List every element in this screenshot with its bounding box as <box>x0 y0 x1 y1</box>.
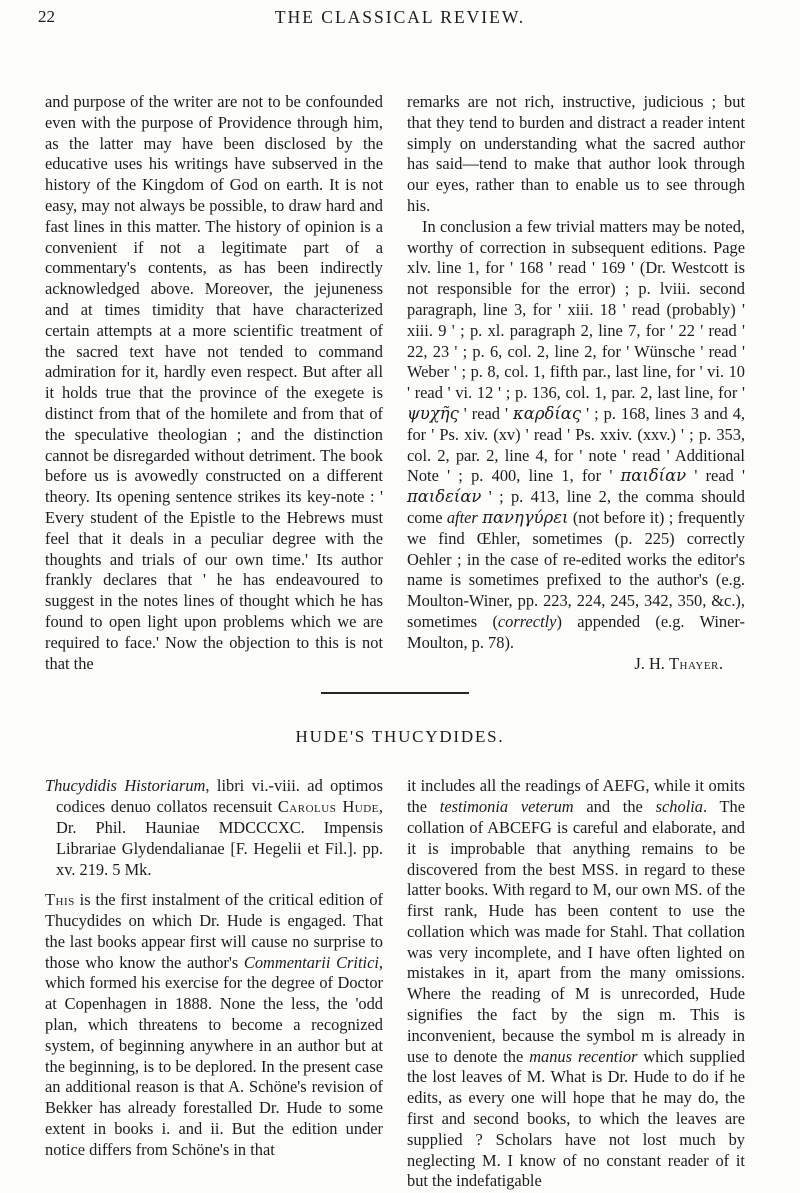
body-paragraph: it includes all the readings of AEFG, while it omits the testimonia veterum and the scholia. The collation of ABCEFG is careful and elaborate, and it is improbable that anything remains to be discovered from the best MSS. in regard to these latter books. With regard to M, our own MS. of the first rank, Hude has been content to use the collation which was made for Stahl. That collation was very incomplete, and I have often lighted on mistakes in it, apart from the many omissions. Where the reading of M is unrecorded, Hude signifies the fact by the sign m. This is inconvenient, because the symbol m is already in use to denote the manus recentior which supplied the lost leaves of M. What is Dr. Hude to do if he edits, as every one will hope that he may do, the first and second books, to which the leaves are supplied ? Scholars have not lost much by neglecting M. I know of no constant reader of it but the indefatigable <box>407 776 745 1191</box>
page-number: 22 <box>38 7 55 26</box>
bibliographic-citation: Thucydidis Historiarum, libri vi.-viii. ad optimos codices denuo collatos recensuit Carolus Hude, Dr. Phil. Hauniae MDCCCXC. Impensis Librariae Glydendalianae [F. Hegelii et Fil.]. pp. xv. 219. 5 Mk. <box>45 776 383 879</box>
article1-right-column <box>407 92 745 674</box>
article2-right-column <box>407 776 745 1192</box>
page-header <box>0 7 800 31</box>
body-paragraph: and purpose of the writer are not to be confounded even with the purpose of Providence through him, as the latter may have been disclosed by the educative uses his writings have subserved in the history of the Kingdom of God on earth. It is not easy, may not always be possible, to draw hard and fast lines in this matter. The history of opinion is a convenient if not a legitimate part of a commentary's contents, as has been indirectly acknowledged above. Moreover, the jejuneness and at times timidity that have characterized certain attempts at a more scientific treatment of the sacred text have not tended to command admiration for it, hardly even respect. But after all it holds true that the province of the exegete is distinct from that of the homilete and from that of the speculative theologian ; and the distinction cannot be disregarded without detriment. The book before us is avowedly constructed on a different theory. Its opening sentence strikes its key-note : ' Every student of the Epistle to the Hebrews must feel that it deals in a peculiar degree with the thoughts and trials of our own time.' Its author frankly declares that ' he has endeavoured to suggest in the notes lines of thought which he has found to open light upon problems which we are required to face.' Now the objection to this is not that the <box>45 92 383 673</box>
journal-title: THE CLASSICAL REVIEW. <box>274 7 526 27</box>
body-paragraph: remarks are not rich, instructive, judicious ; but that they tend to burden and distract a reader intent simply on understanding what the sacred author has said—tend to make that author look through our eyes, rather than to enable us to see through his. <box>407 92 745 215</box>
article-title: HUDE'S THUCYDIDES. <box>295 727 505 747</box>
article2-left-column <box>45 776 383 1192</box>
article-thayer-review <box>0 92 800 674</box>
body-paragraph: This is the first instalment of the critical edition of Thucydides on which Dr. Hude is engaged. That the last books appear first will cause no surprise to those who know the author's Commentarii Critici, which formed his exercise for the degree of Doctor at Copenhagen in 1888. None the less, the 'odd plan, which threatens to become a recognized system, of beginning anywhere in an author but at the beginning, is to be deplored. In the present case an additional reason is that A. Schöne's revision of Bekker has already forestalled Dr. Hude to some extent in books i. and ii. But the edition under notice differs from Schöne's in that <box>45 890 384 1159</box>
article1-left-column <box>45 92 383 674</box>
author-signature: J. H. Thayer. <box>634 653 723 673</box>
section-divider-rule <box>321 692 469 694</box>
article-hude-thucydides <box>0 776 800 1192</box>
body-paragraph: In conclusion a few trivial matters may be noted, worthy of correction in subsequent editions. Page xlv. line 1, for ' 168 ' read ' 169 ' (Dr. Westcott is not responsible for the error) ; p. lviii. second paragraph, line 3, for ' xiii. 18 ' read (probably) ' xiii. 9 ' ; p. xl. paragraph 2, line 7, for ' 22 ' read ' 22, 23 ' ; p. 6, col. 2, line 2, for ' Wünsche ' read ' Weber ' ; p. 8, col. 1, fifth par., last line, for ' vi. 10 ' read ' vi. 12 ' ; p. 136, col. 1, par. 2, last line, for ' ψυχῆς ' read ' καρδίας ' ; p. 168, lines 3 and 4, for ' Ps. xiv. (xv) ' read ' Ps. xxiv. (xxv.) ' ; p. 353, col. 2, par. 2, line 4, for ' note ' read ' Additional Note ' ; p. 400, line 1, for ' παιδίαν ' read ' παιδείαν ' ; p. 413, line 2, the comma should come after πανηγύρει (not before it) ; frequently we find Œhler, sometimes (p. 225) correctly Oehler ; in the case of re-edited works the editor's name is sometimes prefixed to the author's (e.g. Moulton-Winer, pp. 223, 224, 245, 342, 350, &c.), sometimes (correctly) appended (e.g. Winer-Moulton, p. 78). <box>407 216 745 652</box>
